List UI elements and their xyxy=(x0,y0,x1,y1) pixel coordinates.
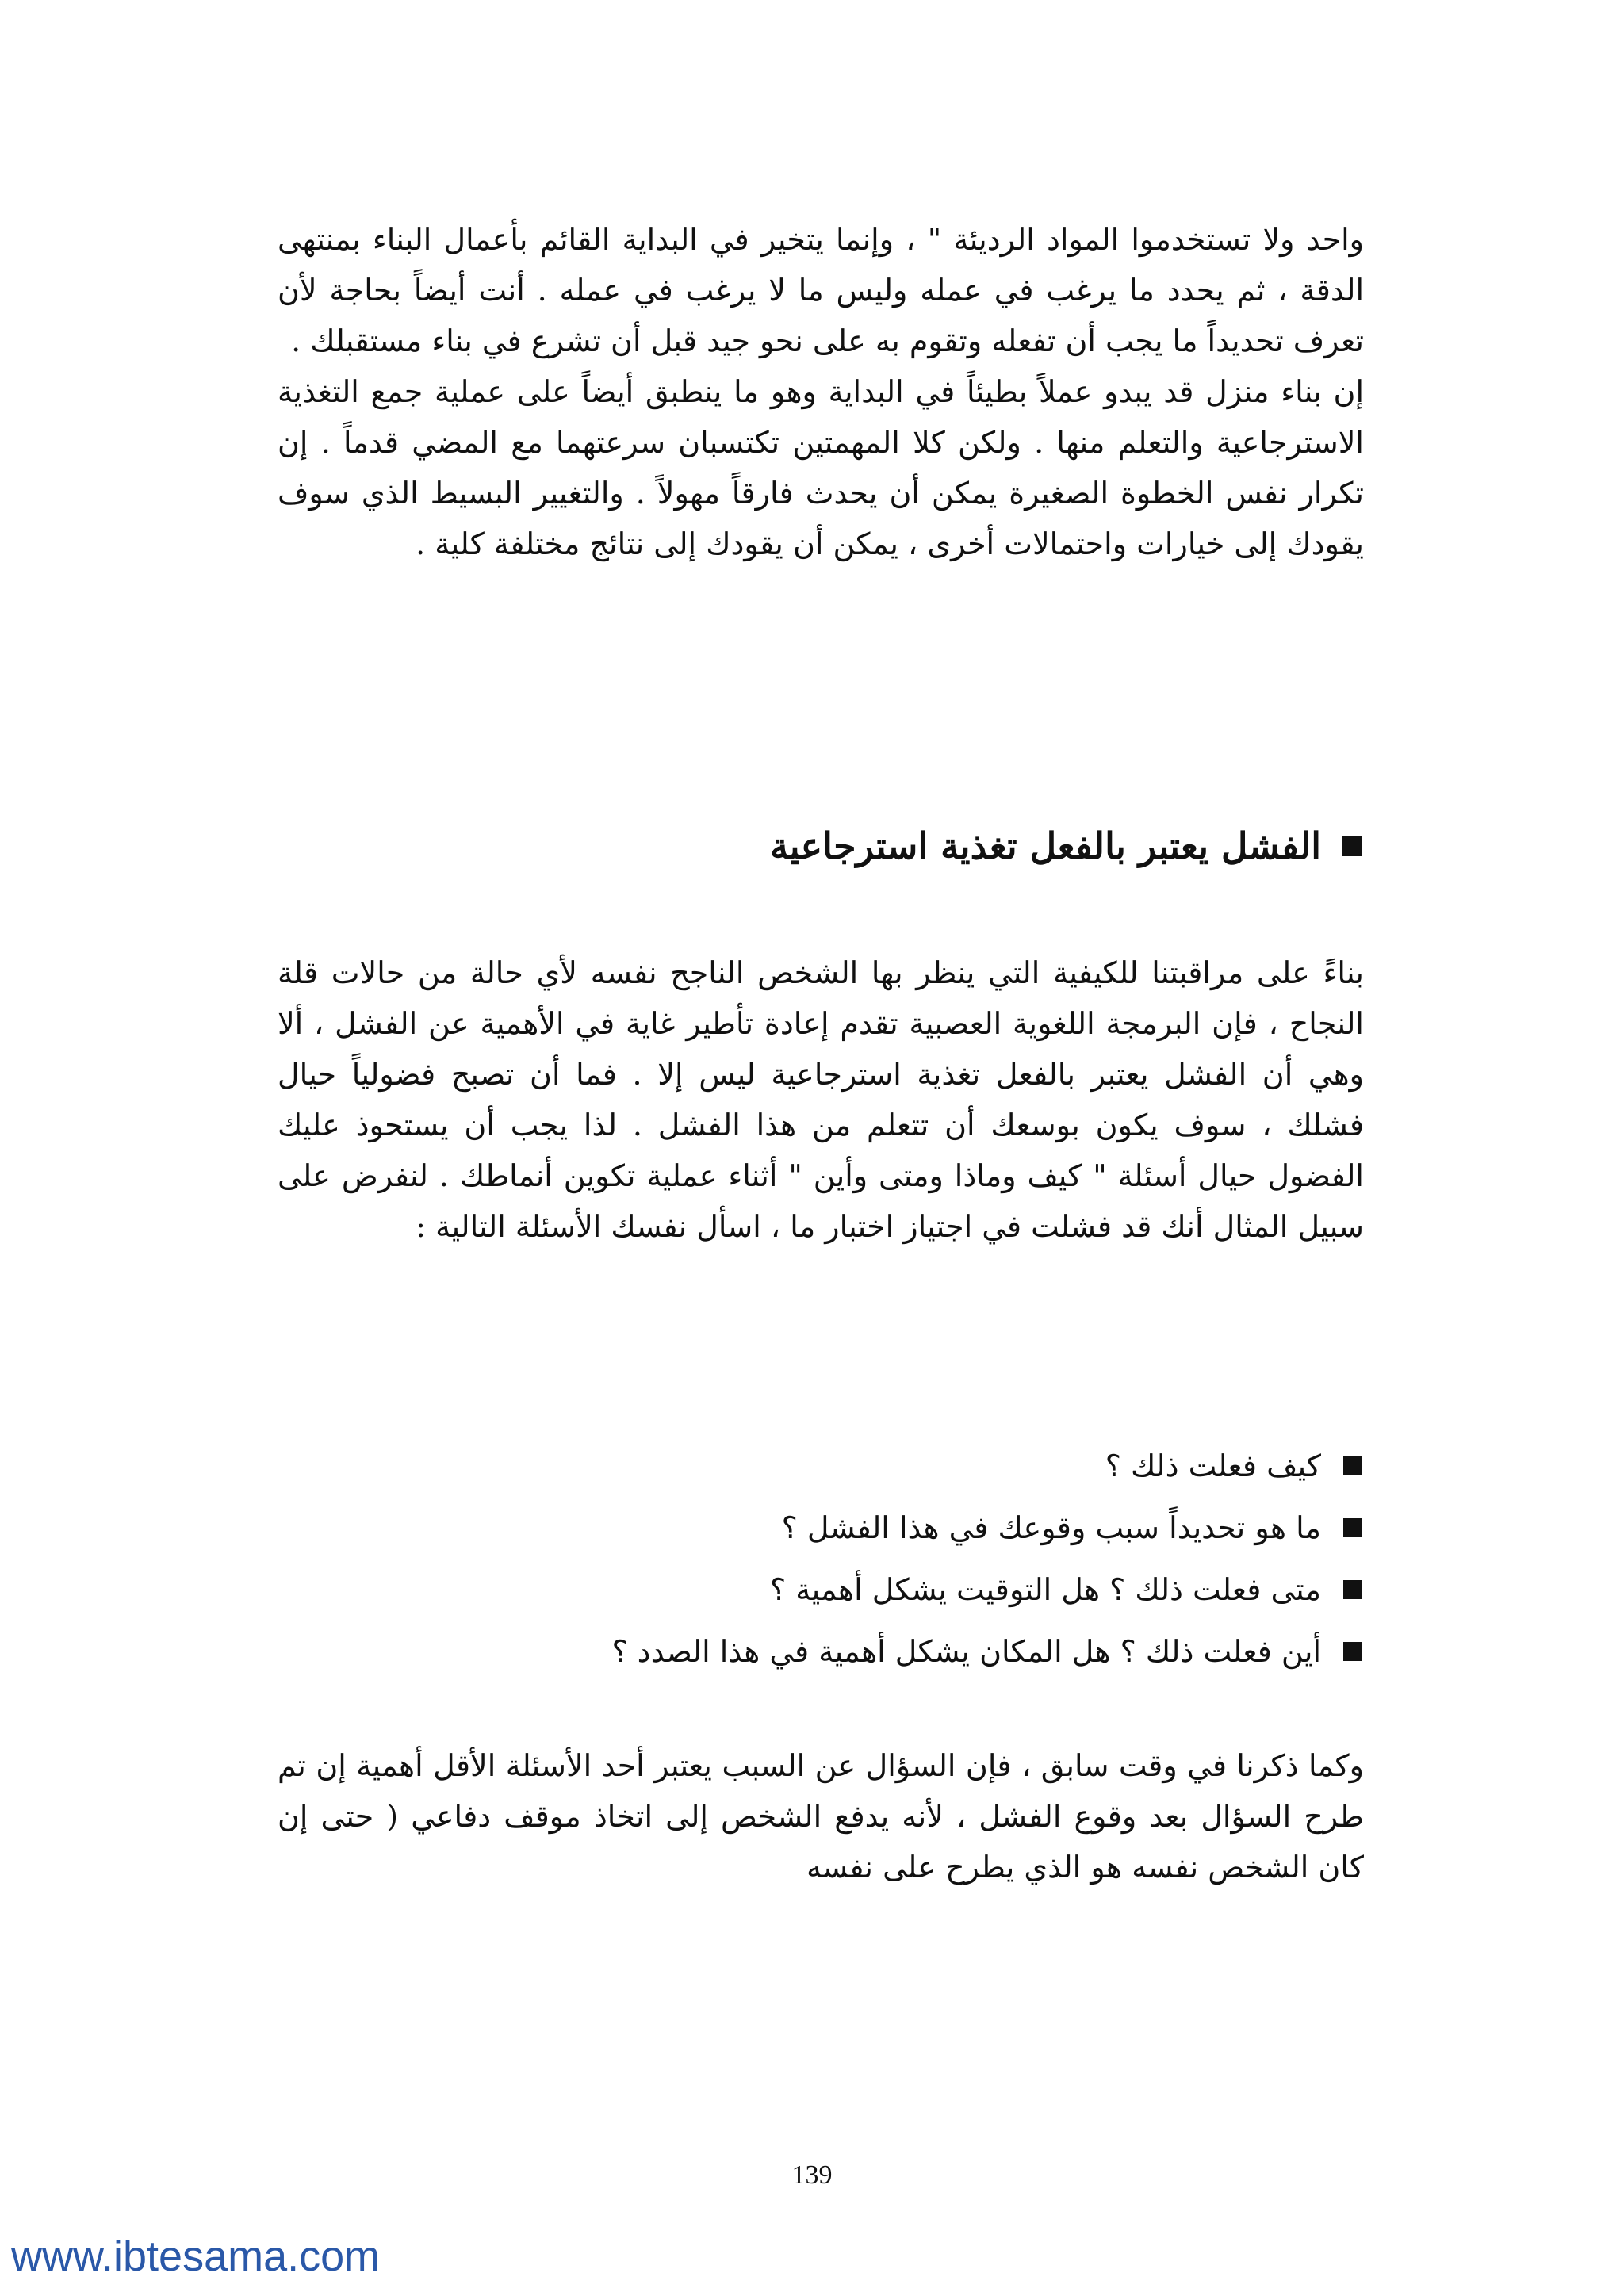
watermark-url[interactable]: www.ibtesama.com xyxy=(11,2233,381,2280)
list-item-text: أين فعلت ذلك ؟ هل المكان يشكل أهمية في هذا الصدد ؟ xyxy=(611,1634,1321,1669)
list-item-text: كيف فعلت ذلك ؟ xyxy=(1105,1448,1321,1483)
section-heading xyxy=(770,825,1362,867)
paragraph-group-intro xyxy=(278,214,1364,569)
list-item xyxy=(611,1497,1362,1559)
list-item-text: متى فعلت ذلك ؟ هل التوقيت يشكل أهمية ؟ xyxy=(769,1572,1321,1607)
paragraph-failure-feedback xyxy=(278,947,1364,1252)
paragraph-failure-text: بناءً على مراقبتنا للكيفية التي ينظر بها الشخص الناجح نفسه لأي حالة من حالات قلة النجاح ، فإن البرمجة اللغوية العصبية تقدم إعادة تأطير غاية في الأهمية عن الفشل ، ألا وهي أن الفشل يعتبر بالفعل تغذية استرجاعية ليس إلا . فما أن تصبح فضولياً حيال فشلك ، سوف يكون بوسعك أن تتعلم من هذا الفشل . لذا يجب أن يستحوذ عليك الفضول حيال أسئلة " كيف وماذا ومتى وأين " أثناء عملية تكوين أنماطك . لنفرض على سبيل المثال أنك قد فشلت في اجتياز اختبار ما ، اسأل نفسك الأسئلة التالية : xyxy=(278,955,1364,1244)
list-item-text: ما هو تحديداً سبب وقوعك في هذا الفشل ؟ xyxy=(781,1510,1321,1545)
list-item xyxy=(611,1435,1362,1497)
question-list xyxy=(611,1435,1362,1682)
page-number: 139 xyxy=(791,2160,833,2190)
square-bullet-icon xyxy=(1343,1456,1362,1475)
square-bullet-icon xyxy=(1343,1642,1362,1661)
paragraph-why-text: وكما ذكرنا في وقت سابق ، فإن السؤال عن السبب يعتبر أحد الأسئلة الأقل أهمية إن تم طرح السؤال بعد وقوع الفشل ، لأنه يدفع الشخص إلى اتخاذ موقف دفاعي ( حتى إن كان الشخص نفسه هو الذي يطرح على نفسه xyxy=(278,1748,1364,1885)
heading-bullet-icon xyxy=(1342,836,1362,856)
list-item xyxy=(611,1621,1362,1682)
paragraph-building-foundation: واحد ولا تستخدموا المواد الرديئة " ، وإنما يتخير في البداية القائم بأعمال البناء بمنتهى الدقة ، ثم يحدد ما يرغب في عمله وليس ما لا يرغب في عمله . أنت أيضاً بحاجة لأن تعرف تحديداً ما يجب أن تفعله وتقوم به على نحو جيد قبل أن تشرع في بناء مستقبلك . xyxy=(278,222,1364,358)
square-bullet-icon xyxy=(1343,1580,1362,1599)
list-item xyxy=(611,1559,1362,1621)
section-heading-text: الفشل يعتبر بالفعل تغذية استرجاعية xyxy=(770,825,1321,867)
square-bullet-icon xyxy=(1343,1518,1362,1537)
paragraph-why-question xyxy=(278,1740,1364,1892)
paragraph-building-slow: إن بناء منزل قد يبدو عملاً بطيئاً في البداية وهو ما ينطبق أيضاً على عملية جمع التغذية الاسترجاعية والتعلم منها . ولكن كلا المهمتين تكتسبان سرعتهما مع المضي قدماً . إن تكرار نفس الخطوة الصغيرة يمكن أن يحدث فارقاً مهولاً . والتغيير البسيط الذي سوف يقودك إلى خيارات واحتمالات أخرى ، يمكن أن يقودك إلى نتائج مختلفة كلية . xyxy=(278,374,1364,561)
